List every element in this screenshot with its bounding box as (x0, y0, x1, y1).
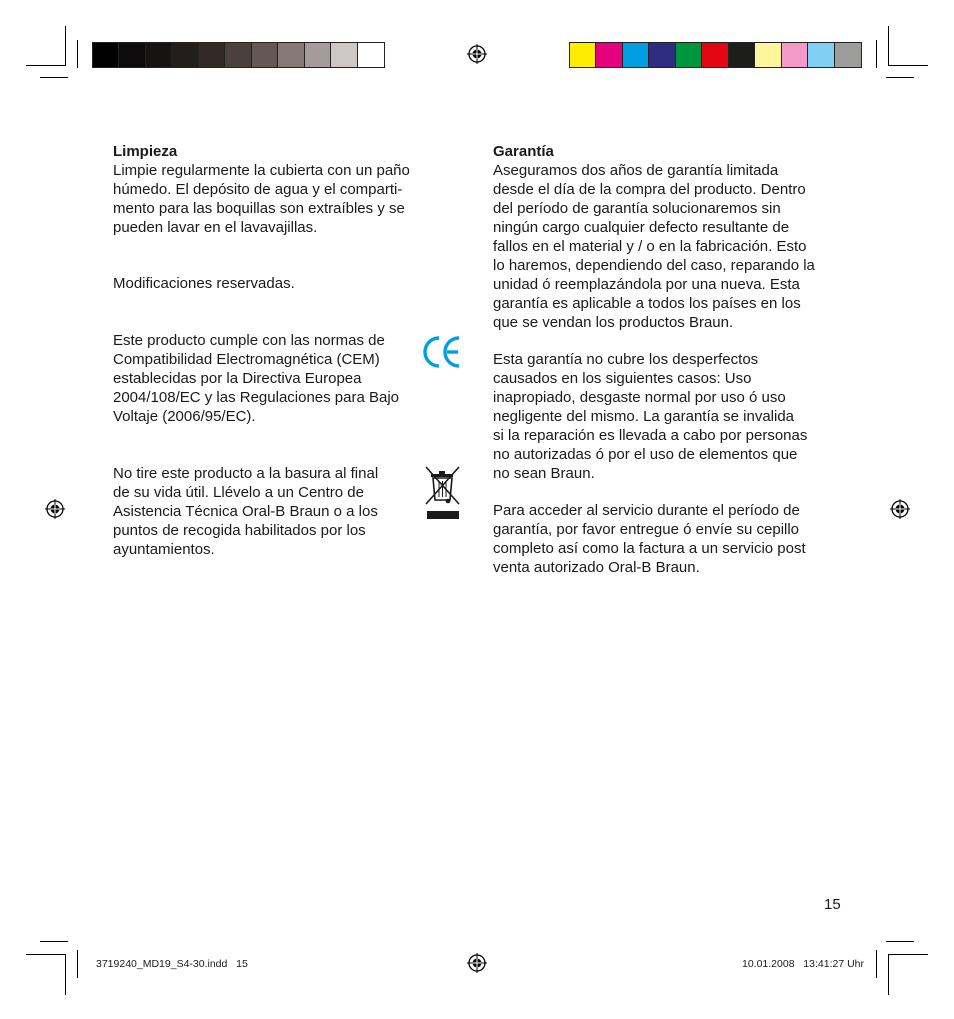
disposal-section (113, 464, 413, 559)
text-line: Asistencia Técnica Oral-B Braun o a los (113, 503, 378, 520)
text-line: venta autorizado Oral-B Braun. (493, 559, 700, 576)
crossed-out-wheelie-bin-icon (424, 464, 462, 522)
process-color-bar (569, 42, 862, 68)
color-swatch (596, 43, 622, 67)
color-swatch (146, 43, 172, 67)
color-swatch (782, 43, 808, 67)
crop-mark (65, 26, 66, 66)
warranty-section (493, 142, 853, 332)
text-line: 2004/108/EC y las Regulaciones para Bajo (113, 389, 400, 406)
slug-filename: 3719240_MD19_S4-30.indd 15 (96, 958, 248, 970)
text-line: ayuntamientos. (113, 541, 215, 558)
registration-mark-icon (467, 953, 487, 973)
text-line: Limpie regularmente la cubierta con un paño (113, 162, 410, 179)
text-line: unidad ó reemplazándola por una nueva. Esta (493, 276, 800, 293)
crop-mark (886, 941, 914, 942)
color-swatch (199, 43, 225, 67)
color-swatch (755, 43, 781, 67)
color-swatch (252, 43, 278, 67)
crop-mark (888, 65, 928, 66)
service-section (493, 501, 853, 577)
text-line: establecidas por la Directiva Europea (113, 370, 362, 387)
cleaning-heading: Limpieza (113, 143, 178, 160)
text-line: húmedo. El depósito de agua y el comparti- (113, 181, 403, 198)
crop-mark (886, 77, 914, 78)
text-line: lo haremos, dependiendo del caso, reparando la (493, 257, 815, 274)
text-line: de su vida útil. Llévelo a un Centro de (113, 484, 364, 501)
text-line: no autorizadas ó por el uso de elementos que (493, 446, 798, 463)
color-swatch (676, 43, 702, 67)
crop-mark (888, 26, 889, 66)
text-line: garantía, por favor entregue ó envíe su cepillo (493, 521, 800, 538)
registration-mark-icon (890, 499, 910, 519)
text-line: Voltaje (2006/95/EC). (113, 408, 256, 425)
warranty-exclusions-section (493, 350, 853, 483)
crop-mark (65, 955, 66, 995)
grayscale-color-bar (92, 42, 385, 68)
color-swatch (702, 43, 728, 67)
color-swatch (172, 43, 198, 67)
text-line: que se vendan los productos Braun. (493, 314, 734, 331)
crop-mark (888, 954, 928, 955)
text-line: Compatibilidad Electromagnética (CEM) (113, 351, 380, 368)
cleaning-section (113, 142, 443, 237)
crop-mark (888, 955, 889, 995)
color-swatch (305, 43, 331, 67)
color-swatch (119, 43, 145, 67)
crop-mark (876, 950, 877, 978)
text-line: inapropiado, desgaste normal por uso ó uso (493, 389, 786, 406)
text-line: si la reparación es llevada a cabo por personas (493, 427, 808, 444)
color-swatch (225, 43, 251, 67)
color-swatch (729, 43, 755, 67)
color-swatch (358, 43, 384, 67)
text-line: pueden lavar en el lavavajillas. (113, 219, 318, 236)
page-number: 15 (824, 896, 841, 913)
color-swatch (93, 43, 119, 67)
crop-mark (77, 40, 78, 68)
text-line: completo así como la factura a un servicio post (493, 540, 806, 557)
color-swatch (623, 43, 649, 67)
warranty-heading: Garantía (493, 143, 554, 160)
text-line: Aseguramos dos años de garantía limitada (493, 162, 779, 179)
text-line: puntos de recogida habilitados por los (113, 522, 366, 539)
text-line: Para acceder al servicio durante el período de (493, 502, 800, 519)
color-swatch (808, 43, 834, 67)
crop-mark (26, 65, 66, 66)
crop-mark (26, 954, 66, 955)
registration-mark-icon (45, 499, 65, 519)
text-line: del período de garantía solucionaremos sin (493, 200, 781, 217)
text-line: garantía es aplicable a todos los países en los (493, 295, 801, 312)
conformity-section (113, 331, 423, 426)
ce-mark-icon (422, 334, 463, 370)
crop-mark (40, 941, 68, 942)
color-swatch (570, 43, 596, 67)
color-swatch (835, 43, 861, 67)
text-line: mento para las boquillas son extraíbles y se (113, 200, 405, 217)
crop-mark (876, 40, 877, 68)
color-swatch (278, 43, 304, 67)
text-line: ningún cargo cualquier defecto resultante de (493, 219, 790, 236)
text-line: fallos en el material y / o en la fabricación. Esto (493, 238, 807, 255)
registration-mark-icon (467, 44, 487, 64)
modifications-note (113, 274, 443, 293)
text-line: No tire este producto a la basura al final (113, 465, 379, 482)
color-swatch (649, 43, 675, 67)
slug-timestamp: 10.01.2008 13:41:27 Uhr (741, 958, 864, 970)
text-line: desde el día de la compra del producto. Dentro (493, 181, 806, 198)
text-line: no sean Braun. (493, 465, 595, 482)
text-line: Esta garantía no cubre los desperfectos (493, 351, 759, 368)
text-line: negligente del mismo. La garantía se invalida (493, 408, 795, 425)
text-line: Este producto cumple con las normas de (113, 332, 385, 349)
modifications-text: Modificaciones reservadas. (113, 275, 295, 292)
text-line: causados en los siguientes casos: Uso (493, 370, 752, 387)
crop-mark (77, 950, 78, 978)
crop-mark (40, 77, 68, 78)
color-swatch (331, 43, 357, 67)
